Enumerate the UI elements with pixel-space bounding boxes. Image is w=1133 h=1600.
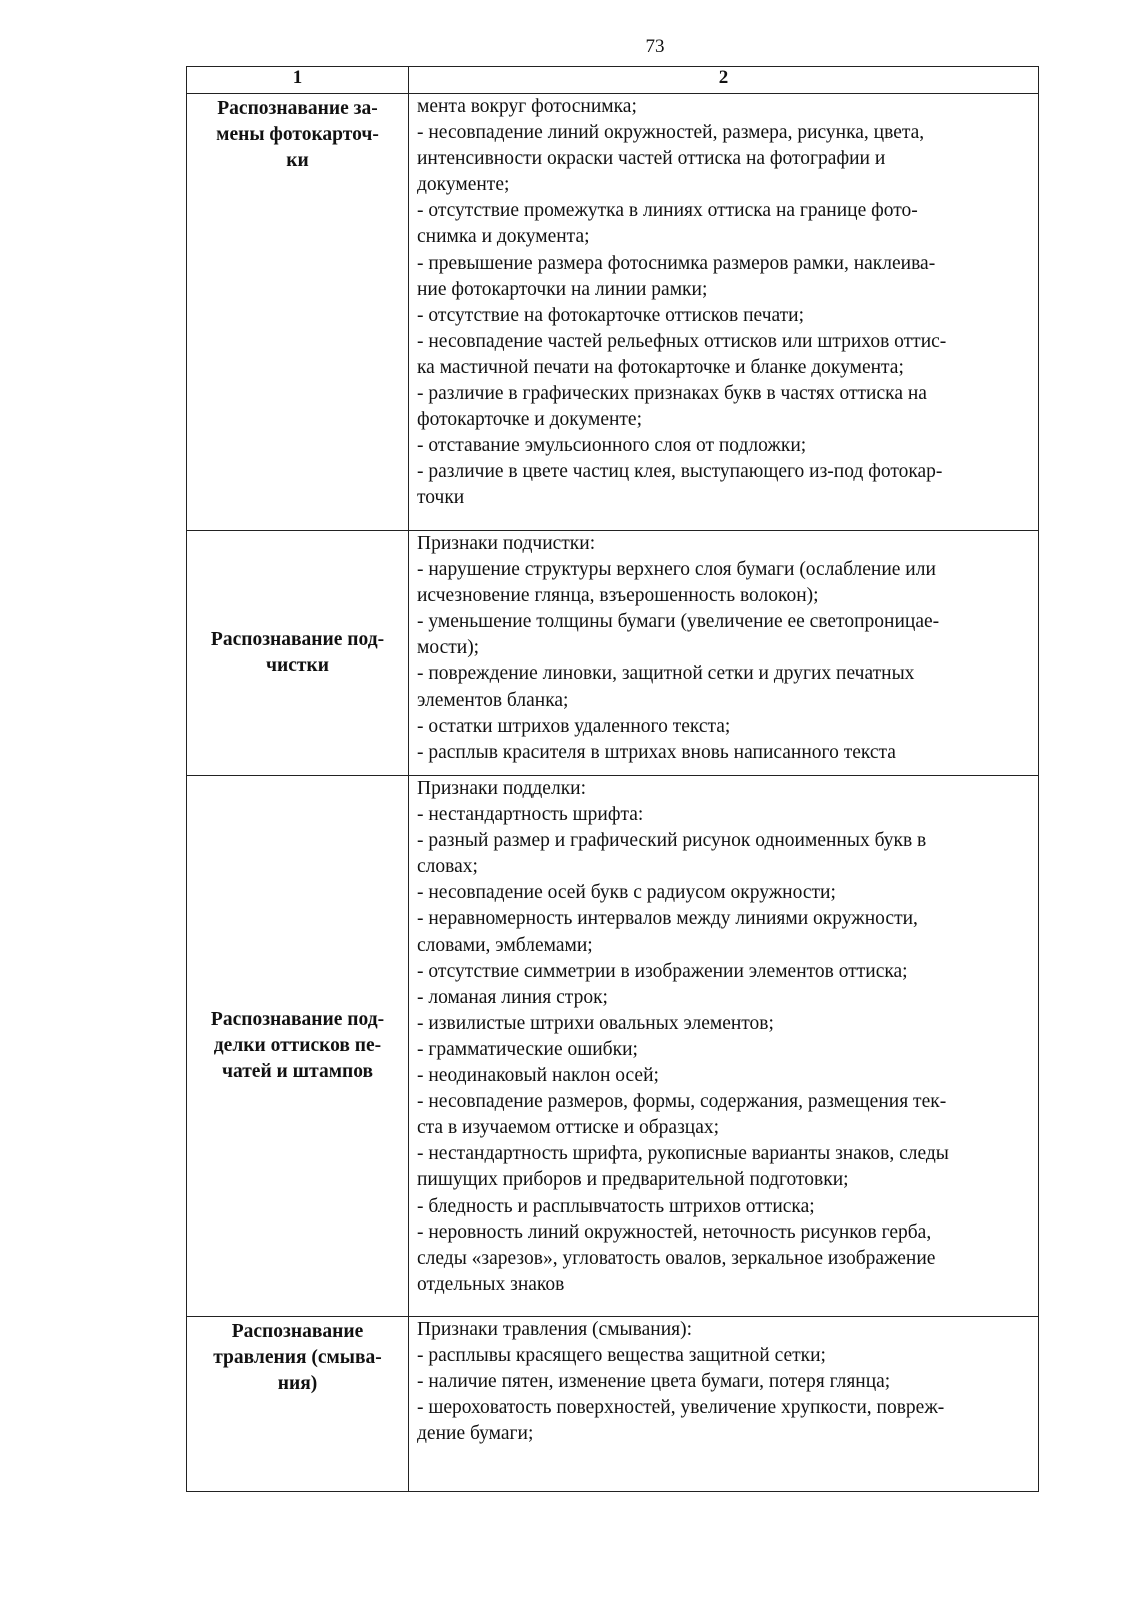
content-line: - расплыв красителя в штрихах вновь написанного текста (417, 741, 896, 763)
content-line: ста в изучаемом оттиске и образцах; (417, 1117, 720, 1139)
content-line: - отсутствие промежутка в линиях оттиска на границе фото- (417, 200, 918, 222)
content-line: Признаки подчистки: (417, 533, 596, 554)
content-line: точки (417, 487, 465, 509)
row-label (187, 1317, 409, 1492)
row-content (409, 94, 1039, 531)
content-line: Признаки подделки: (417, 778, 587, 799)
content-line: - ломаная линия строк; (417, 986, 608, 1008)
row-content (409, 531, 1039, 776)
row-label (187, 531, 409, 776)
content-line: - нестандартность шрифта: (417, 804, 644, 826)
content-line: - различие в цвете частиц клея, выступающего из-под фотокар- (417, 461, 943, 483)
content-line: - извилистые штрихи овальных элементов; (417, 1012, 774, 1034)
document-table (186, 66, 1039, 1492)
content-line: словах; (417, 856, 478, 878)
content-line: - несовпадение линий окружностей, размера, рисунка, цвета, (417, 122, 925, 144)
content-line: - нестандартность шрифта, рукописные варианты знаков, следы (417, 1143, 949, 1165)
content-line: исчезновение глянца, взъерошенность волокон); (417, 585, 819, 607)
content-line: - грамматические ошибки; (417, 1038, 638, 1060)
label-line: Распознавание под- (210, 1009, 385, 1030)
label-line: травления (смыва- (213, 1347, 382, 1368)
content-line: дение бумаги; (417, 1423, 534, 1445)
content-line: - отсутствие симметрии в изображении элементов оттиска; (417, 960, 908, 982)
label-line: чистки (266, 655, 329, 676)
content-line: снимка и документа; (417, 226, 590, 248)
row-label (187, 94, 409, 531)
label-line: делки оттисков пе- (213, 1035, 382, 1056)
label-line: мены фотокарточ- (216, 124, 379, 145)
label-line: ки (286, 150, 309, 171)
row-content (409, 1317, 1039, 1492)
content-line: следы «зарезов», угловатость овалов, зеркальное изображение (417, 1247, 936, 1269)
content-line: - неровность линий окружностей, неточность рисунков герба, (417, 1221, 932, 1243)
content-line: - повреждение линовки, защитной сетки и других печатных (417, 663, 915, 685)
row-label (187, 776, 409, 1317)
content-line: - отставание эмульсионного слоя от подложки; (417, 435, 807, 457)
content-line: - превышение размера фотоснимка размеров рамки, наклеива- (417, 252, 936, 274)
content-line: элементов бланка; (417, 689, 569, 711)
column-header: 1 (187, 67, 409, 94)
content-line: - несовпадение частей рельефных оттисков или штрихов оттис- (417, 330, 947, 352)
content-line: ние фотокарточки на линии рамки; (417, 278, 708, 300)
content-line: - нарушение структуры верхнего слоя бумаги (ослабление или (417, 559, 936, 581)
table-row (187, 776, 1039, 1317)
content-line: - неравномерность интервалов между линиями окружности, (417, 908, 918, 930)
content-line: - несовпадение осей букв с радиусом окружности; (417, 882, 836, 904)
content-line: Признаки травления (смывания): (417, 1319, 693, 1340)
table-header-row (187, 67, 1039, 94)
content-line: - остатки штрихов удаленного текста; (417, 715, 731, 737)
table-row (187, 1317, 1039, 1492)
label-line: Распознавание (231, 1321, 364, 1342)
content-line: отдельных знаков (417, 1273, 565, 1295)
page-number: 73 (645, 36, 665, 57)
content-line: - неодинаковый наклон осей; (417, 1065, 659, 1087)
content-line: - наличие пятен, изменение цвета бумаги, потеря глянца; (417, 1371, 891, 1393)
content-line: - уменьшение толщины бумаги (увеличение ее светопроницае- (417, 611, 940, 633)
content-line: документе; (417, 174, 510, 196)
content-line: - шероховатость поверхностей, увеличение хрупкости, повреж- (417, 1397, 945, 1419)
table-row (187, 531, 1039, 776)
label-line: Распознавание под- (210, 629, 385, 650)
content-line: ка мастичной печати на фотокарточке и бланке документа; (417, 356, 904, 378)
content-line: интенсивности окраски частей оттиска на фотографии и (417, 148, 886, 170)
content-line: мости); (417, 637, 480, 659)
row-content (409, 776, 1039, 1317)
content-line: словами, эмблемами; (417, 934, 593, 956)
label-line: чатей и штампов (221, 1061, 374, 1082)
content-line: пишущих приборов и предварительной подготовки; (417, 1169, 849, 1191)
content-line: - бледность и расплывчатость штрихов оттиска; (417, 1195, 815, 1217)
column-header: 2 (409, 67, 1039, 94)
content-line: фотокарточке и документе; (417, 409, 643, 431)
label-line: Распознавание за- (217, 98, 378, 119)
table-row (187, 94, 1039, 531)
content-line: - различие в графических признаках букв в частях оттиска на (417, 383, 927, 405)
content-line: - несовпадение размеров, формы, содержания, размещения тек- (417, 1091, 947, 1113)
content-line: - расплывы красящего вещества защитной сетки; (417, 1345, 826, 1367)
content-line: - разный размер и графический рисунок одноименных букв в (417, 830, 927, 852)
content-line: мента вокруг фотоснимка; (417, 96, 637, 117)
content-line: - отсутствие на фотокарточке оттисков печати; (417, 304, 805, 326)
label-line: ния) (277, 1373, 318, 1394)
